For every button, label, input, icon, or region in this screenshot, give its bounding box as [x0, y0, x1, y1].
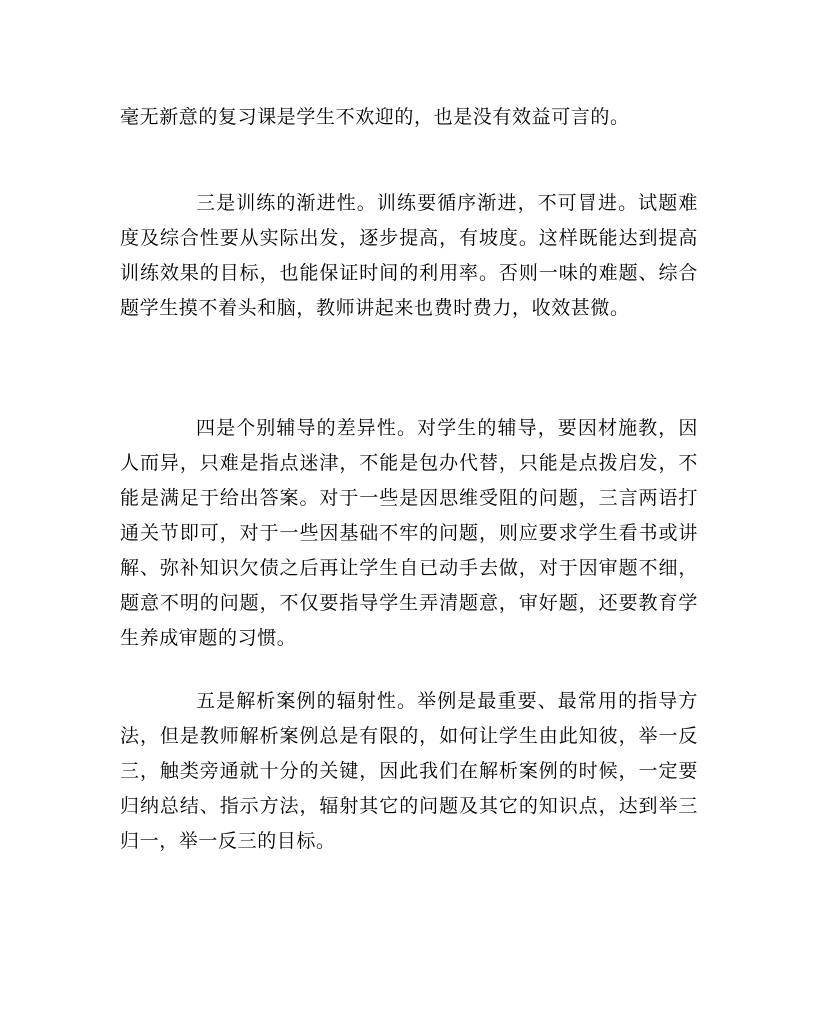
paragraph-individual-tutoring: 四是个别辅导的差异性。对学生的辅导，要因材施教，因人而异，只难是指点迷津，不能是包办代替，只能是点拨启发，不能是满足于给出答案。对于一些是因思维受阻的问题，三言两语打通关节即可，对于一些因基础不牢的问题，则应要求学生看书或讲解、弥补知识欠债之后再让学生自已动手去做，对于因审题不细，题意不明的问题，不仅要指导学生弄清题意，审好题，还要教育学生养成审题的习惯。 [120, 417, 698, 649]
paragraph-case-analysis: 五是解析案例的辐射性。举例是最重要、最常用的指导方法，但是教师解析案例总是有限的，如何让学生由此知彼，举一反三，触类旁通就十分的关键，因此我们在解析案例的时候，一定要归纳总结、指示方法，辐射其它的问题及其它的知识点，达到举三归一，举一反三的目标。 [120, 690, 698, 852]
paragraph-training-progression: 三是训练的渐进性。训练要循序渐进，不可冒进。试题难度及综合性要从实际出发，逐步提高，有坡度。这样既能达到提高训练效果的目标，也能保证时间的利用率。否则一味的难题、综合题学生摸不着头和脑，教师讲起来也费时费力，收效甚微。 [120, 192, 698, 319]
paragraph-continuation: 毫无新意的复习课是学生不欢迎的，也是没有效益可言的。 [120, 106, 630, 128]
